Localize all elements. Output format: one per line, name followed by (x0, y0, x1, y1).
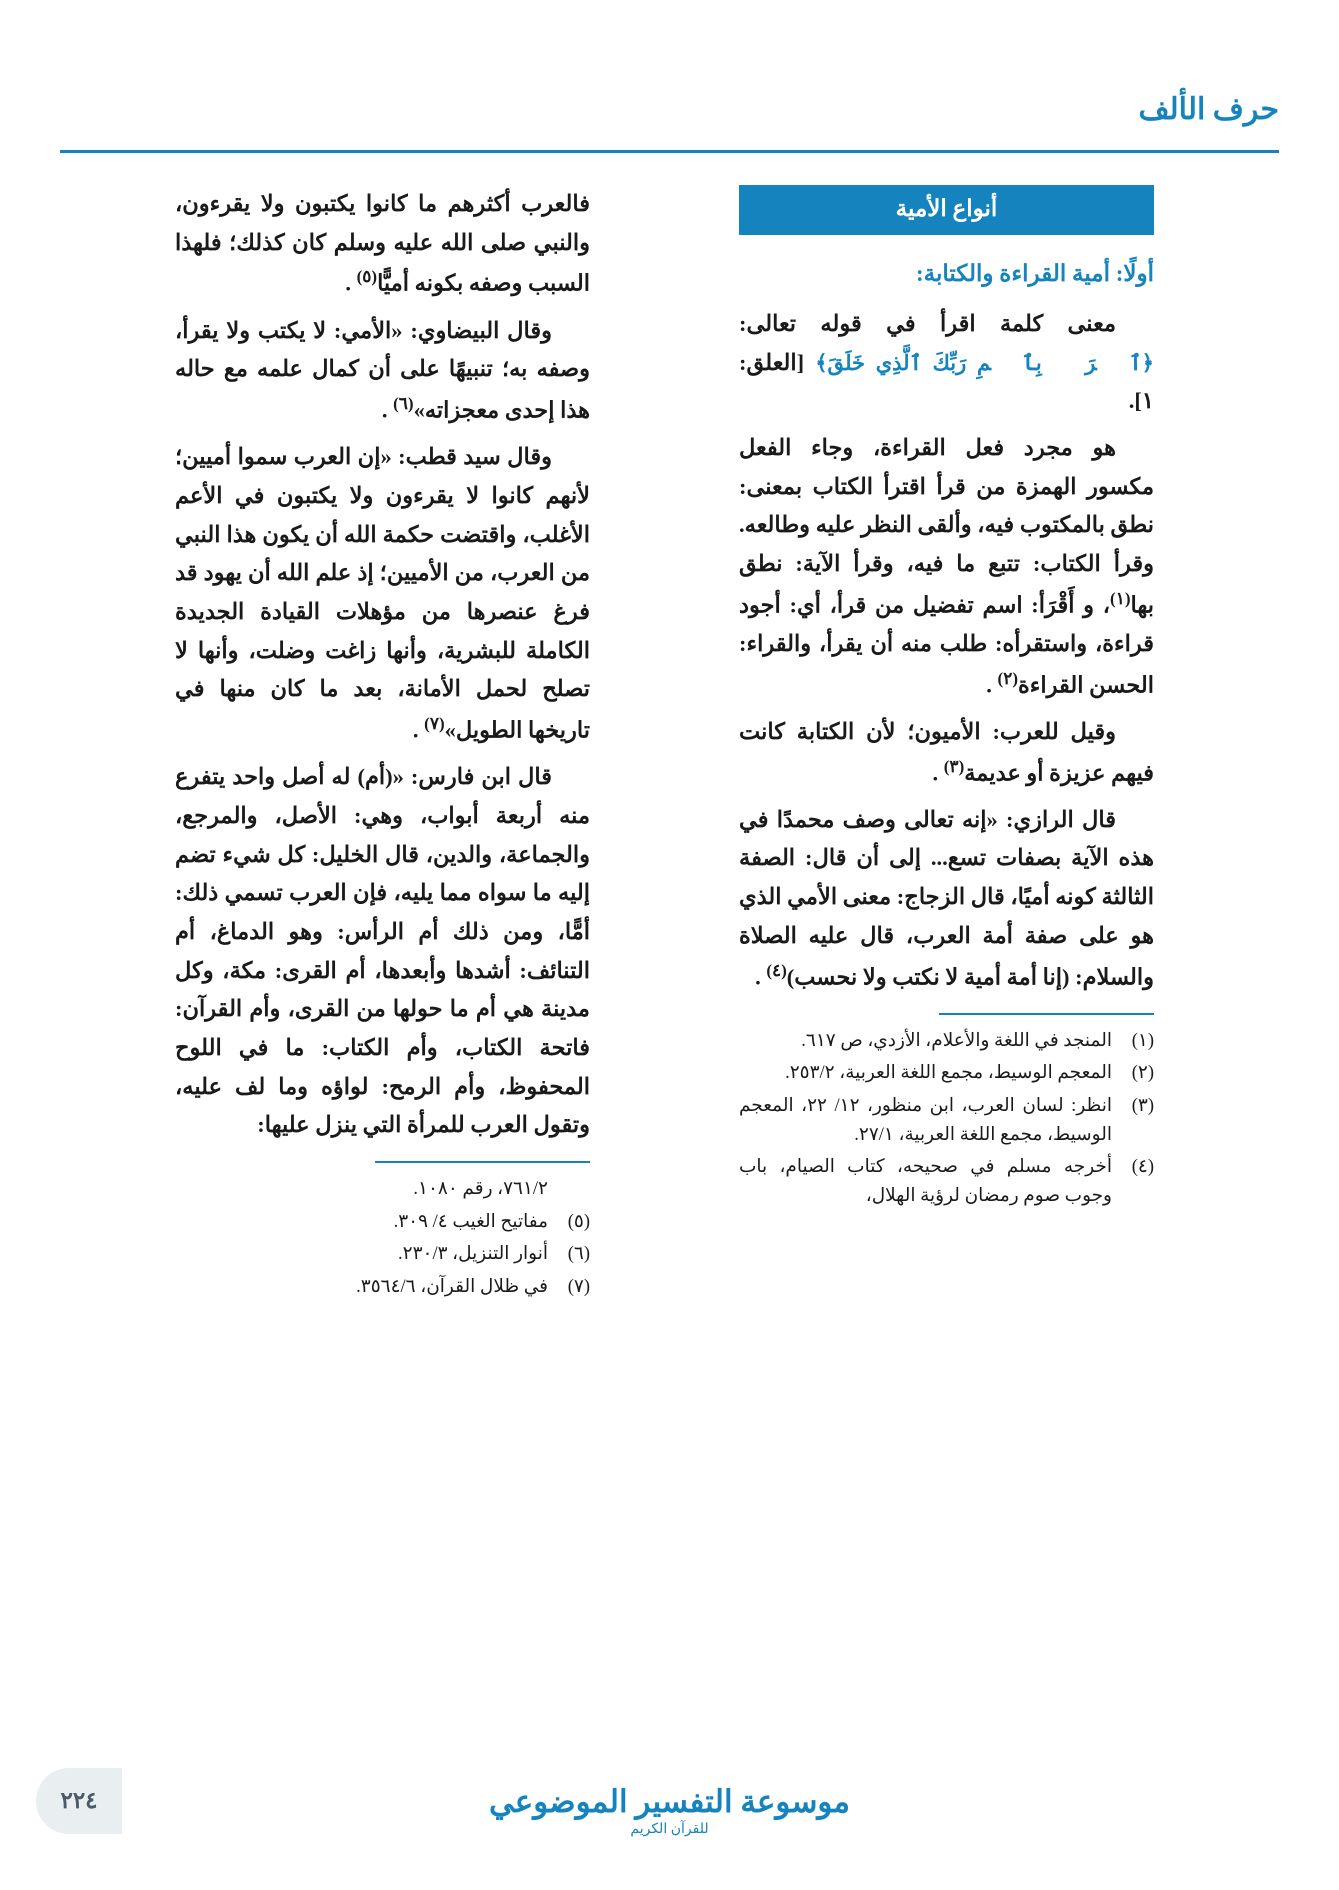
footnote-item (739, 1092, 1154, 1149)
footnote-ref: (٥) (356, 267, 378, 287)
paragraph-ummiyun (739, 713, 1154, 793)
right-footnotes (739, 1013, 1154, 1211)
content-columns (175, 185, 1154, 1760)
razi-text: قال الرازي: «إنه تعالى وصف محمدًا في هذه الآية بصفات تسع... إلى أن قال: الصفة الثالثة كونه أميًا، قال الزجاج: معنى الأمي الذي هو على صفة أمة العرب، قال عليه الصلاة والسلام: (إنا أمة أمية لا نكتب ولا نحسب) (739, 806, 1154, 989)
footnote-item (739, 1153, 1154, 1210)
footnote-text: المعجم الوسيط، مجمع اللغة العربية، ٢٥٣/٢. (785, 1063, 1112, 1084)
ummiyun-tail: . (932, 760, 944, 786)
verse-citation: [العلق: ١]. (739, 349, 1154, 414)
paragraph-baydawi-quote (175, 312, 590, 431)
footnote-ref: (٢) (997, 668, 1019, 688)
razi-tail: . (755, 964, 767, 989)
footnote-item (739, 1027, 1154, 1056)
footnote-ref: (٤) (766, 960, 787, 980)
footnote-item (175, 1208, 590, 1237)
footnote-text: أخرجه مسلم في صحيحه، كتاب الصيام، باب وجوب صوم رمضان لرؤية الهلال، (739, 1157, 1112, 1207)
footnote-number (556, 1175, 590, 1204)
section-banner: أنواع الأمية (739, 185, 1154, 235)
footnote-item (175, 1175, 590, 1204)
footnote-ref: (٦) (393, 393, 414, 413)
footnote-number: (٢) (1131, 1063, 1154, 1084)
footnote-number: (١) (1131, 1030, 1154, 1051)
footnote-number: (٥) (567, 1211, 590, 1232)
section-subheading: أولًا: أمية القراءة والكتابة: (915, 261, 1154, 286)
footnote-number: (٧) (567, 1277, 590, 1298)
paragraph-ibn-faris-quote (175, 758, 590, 1145)
baydawi-tail: . (381, 397, 394, 423)
right-column (739, 185, 1154, 1215)
paragraph-sayyid-qutb-quote (175, 438, 590, 750)
baydawi-text: وقال البيضاوي: «الأمي: لا يكتب ولا يقرأ، وصفه به؛ تنبيهًا على أن كمال علمه مع حاله هذا إحدى معجزاته» (175, 317, 590, 423)
qutb-tail: . (412, 717, 425, 743)
footnote-item (175, 1240, 590, 1269)
quran-verse: ﴿ٱقۡرَأۡ بِٱسۡمِ رَبِّكَ ٱلَّذِي خَلَقَ﴾ (815, 350, 1154, 375)
definition-text-2: ، و أَقْرَأ: اسم تفضيل من قرأ، أي: أجود قراءة، واستقرأه: طلب منه أن يقرأ، والقراء: الحسن القراءة (739, 592, 1154, 698)
verse-lead: معنى كلمة اقرأ في قوله تعالى: (739, 311, 1116, 336)
left-footnotes (175, 1161, 590, 1302)
footnote-text: المنجد في اللغة والأعلام، الأزدي، ص ٦١٧. (801, 1030, 1112, 1051)
arabs-text: فالعرب أكثرهم ما كانوا يكتبون ولا يقرءون، والنبي صلى الله عليه وسلم كان كذلك؛ فلهذا السبب وصفه بكونه أميًّا (175, 191, 590, 296)
ummiyun-text: وقيل للعرب: الأميون؛ لأن الكتابة كانت فيهم عزيزة أو عديمة (739, 718, 1154, 786)
paragraph-definition (739, 429, 1154, 705)
footnote-item (175, 1273, 590, 1302)
arabs-tail: . (345, 270, 357, 296)
footnote-item (739, 1059, 1154, 1088)
header-divider (60, 150, 1279, 153)
page-footer (0, 1754, 1339, 1844)
footnote-text: مفاتيح الغيب ٤/ ٣٠٩. (393, 1211, 548, 1232)
qutb-text: وقال سيد قطب: «إن العرب سموا أميين؛ لأنهم كانوا لا يقرءون ولا يكتبون في الأعم الأغلب، واقتضت حكمة الله أن يكون هذا النبي من العرب، من الأميين؛ إذ علم الله أن يهود قد فرغ عنصرها من مؤهلات القيادة الجديدة الكاملة للبشرية، وأنها زاغت وضلت، وأنها لا تصلح لحمل الأمانة، بعد ما كان منها في تاريخها الطويل» (175, 444, 590, 743)
left-column (175, 185, 590, 1306)
footnote-ref: (٧) (424, 713, 445, 733)
definition-text: هو مجرد فعل القراءة، وجاء الفعل مكسور الهمزة من قرأ اقترأ الكتاب بمعنى: نطق بالمكتوب فيه، وألقى النظر عليه وطالعه. وقرأ الكتاب: تتبع ما فيه، وقرأ الآية: نطق بها (739, 435, 1154, 618)
publisher-logo (470, 1786, 870, 1838)
footnote-text: في ظلال القرآن، ٣٥٦٤/٦. (356, 1277, 548, 1298)
page-header (60, 92, 1279, 162)
footnote-divider (375, 1161, 590, 1163)
footnote-text: ٧٦١/٢، رقم ١٠٨٠. (413, 1179, 548, 1199)
paragraph-arabs-illiteracy (175, 185, 590, 304)
definition-tail: . (986, 672, 998, 698)
page-title: حرف الألف (1138, 93, 1279, 126)
footnote-divider (939, 1013, 1154, 1015)
footnote-text: أنوار التنزيل، ٢٣٠/٣. (398, 1244, 548, 1265)
logo-title: موسوعة التفسير الموضوعي (488, 1784, 851, 1819)
footnote-text: انظر: لسان العرب، ابن منظور، ١٢/ ٢٢، المعجم الوسيط، مجمع اللغة العربية، ٢٧/١. (739, 1096, 1112, 1145)
paragraph-quran-verse (739, 305, 1154, 421)
ibn-faris-text: قال ابن فارس: «(أم) له أصل واحد يتفرع منه أربعة أبواب، وهي: الأصل، والمرجع، والجماعة، والدين، قال الخليل: كل شيء تضم إليه ما سواه مما يليه، فإن العرب تسمي ذلك: أمًّا، ومن ذلك أم الرأس: وهو الدماغ، أم التنائف: أشدها وأبعدها، أم القرى: مكة، وكل مدينة هي أم ما حولها من القرى، وأم القرآن: فاتحة الكتاب، وأم الكتاب: ما في اللوح المحفوظ، وأم الرمح: لواؤه وما لف عليه، وتقول العرب للمرأة التي ينزل عليها: (175, 764, 590, 1138)
footnote-ref: (١) (1110, 588, 1131, 608)
paragraph-razi-quote (739, 801, 1154, 997)
page-number: ٢٢٤ (36, 1768, 122, 1834)
footnote-number: (٤) (1131, 1157, 1154, 1178)
logo-subtitle: للقرآن الكريم (630, 1822, 709, 1837)
footnote-number: (٣) (1131, 1096, 1154, 1117)
footnote-number: (٦) (567, 1244, 590, 1265)
footnote-ref: (٣) (943, 756, 965, 776)
